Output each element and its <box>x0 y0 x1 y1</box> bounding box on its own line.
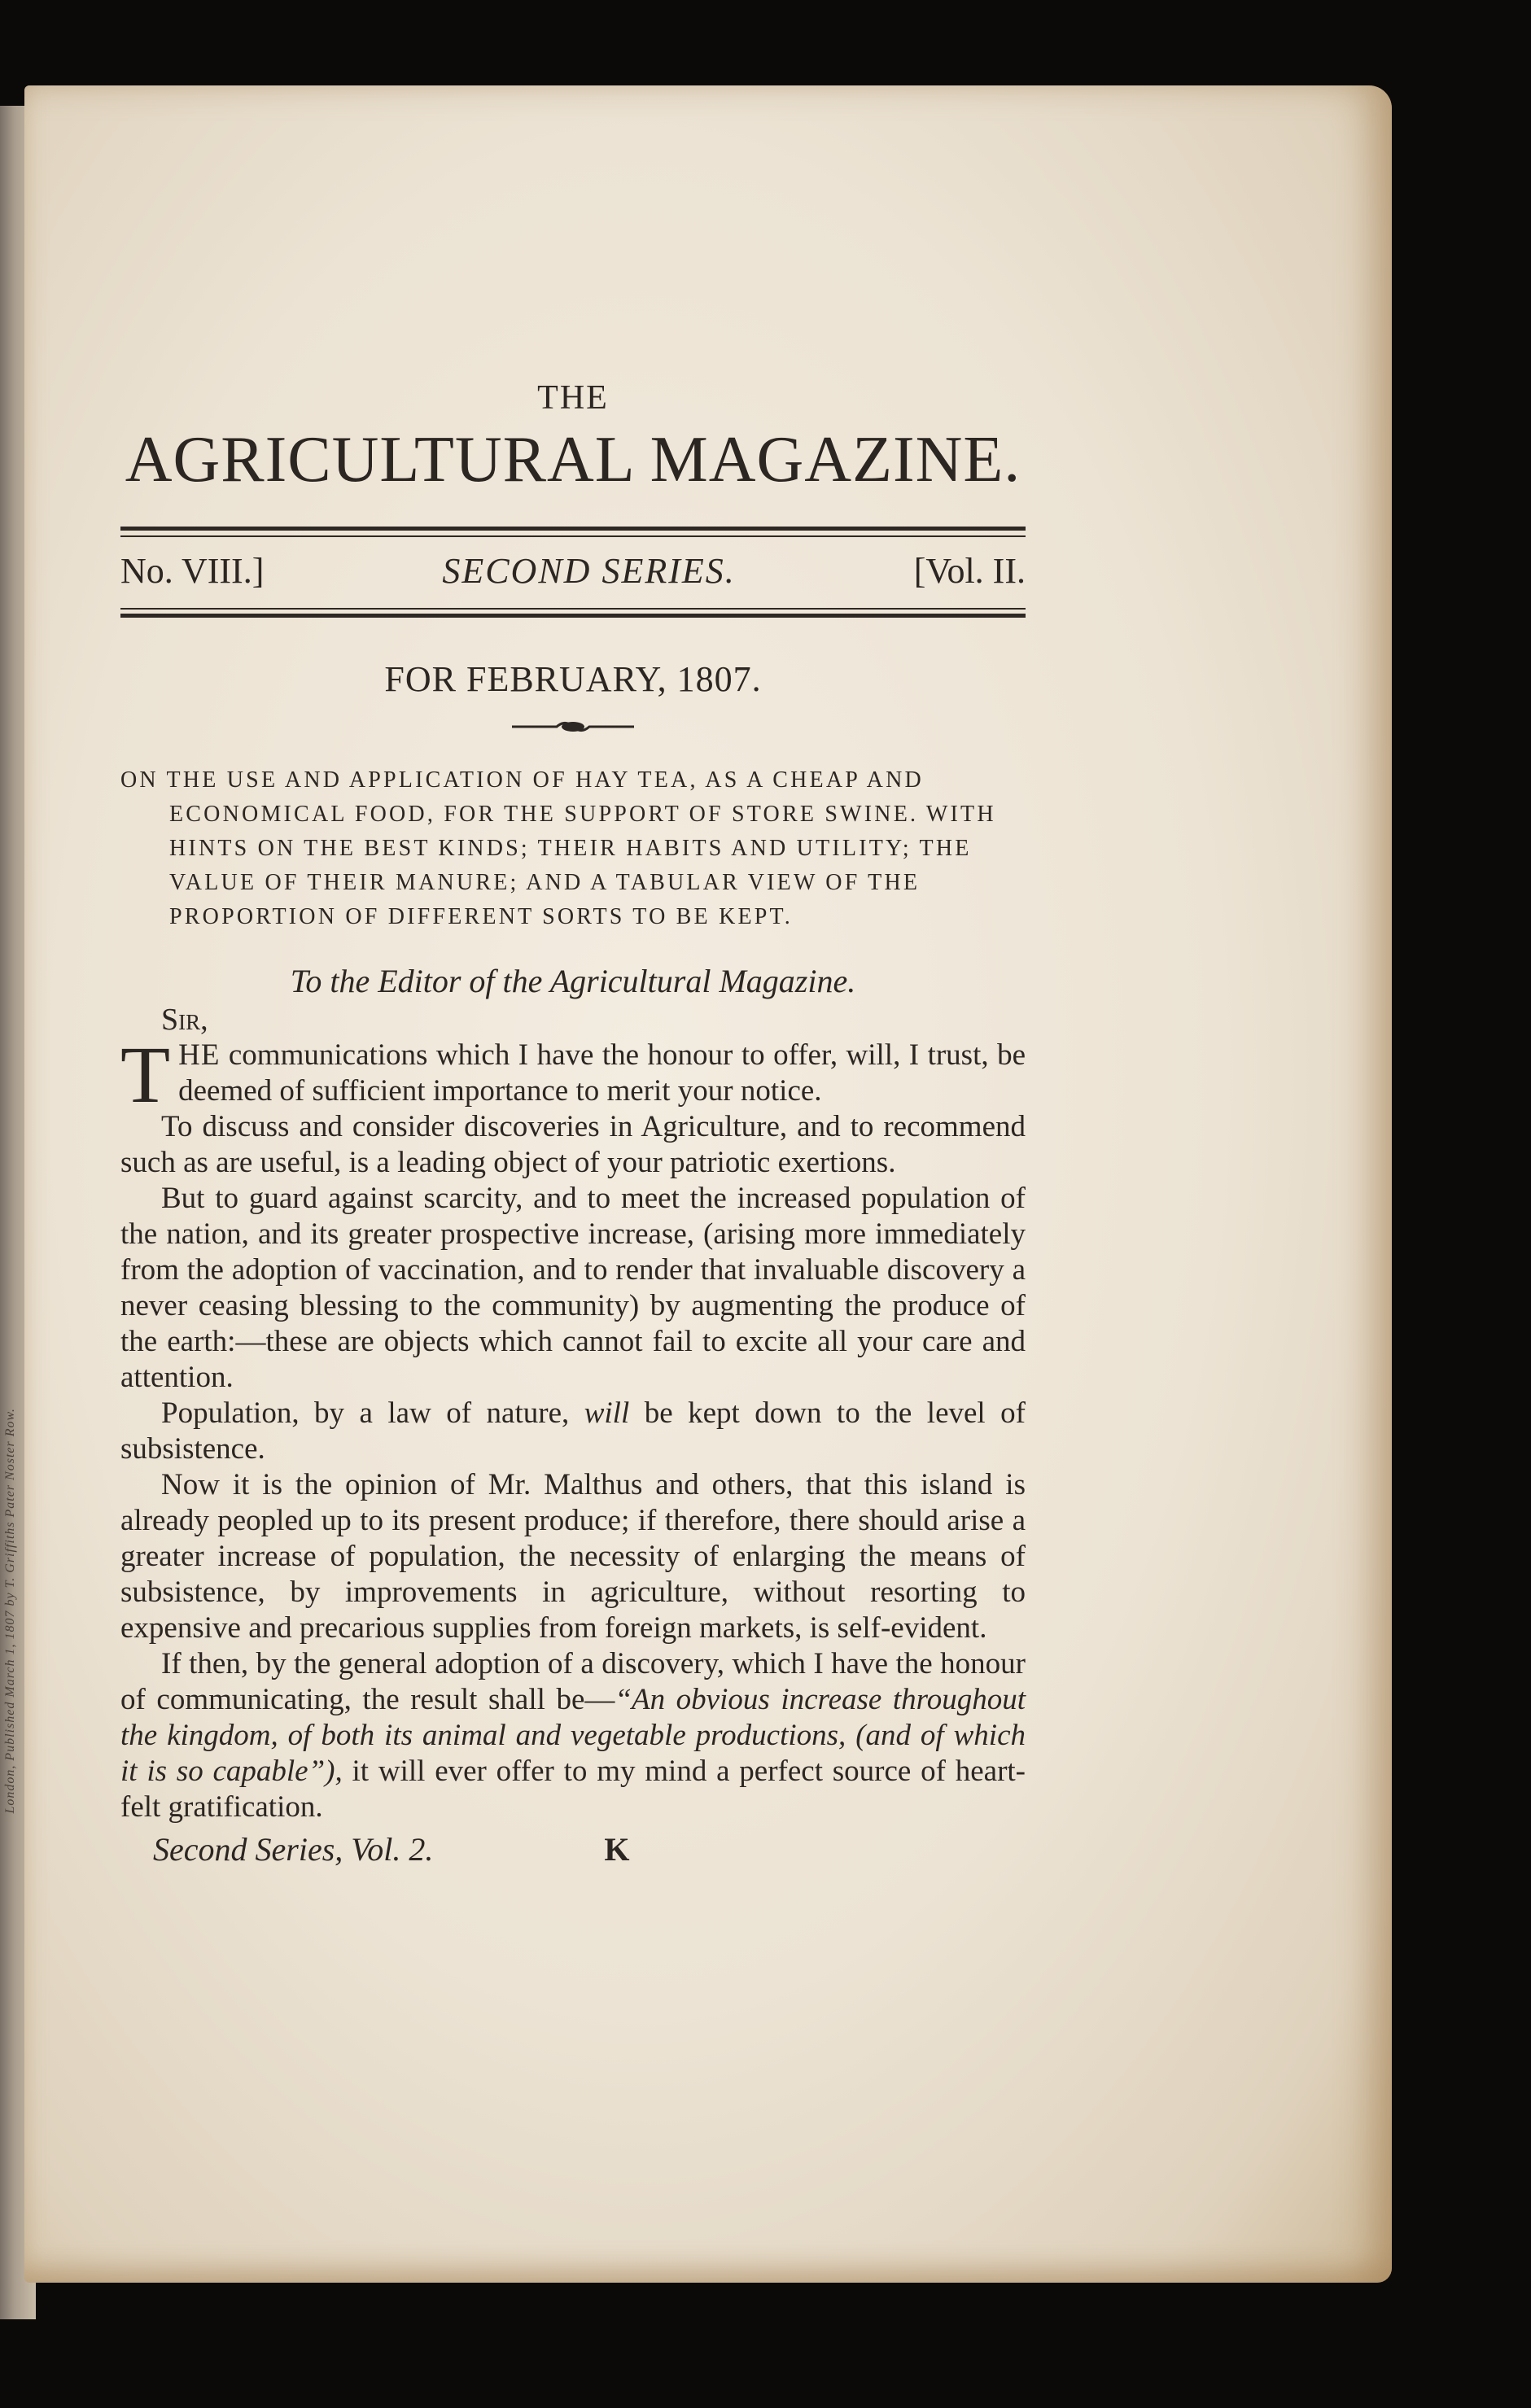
page-footer <box>153 1830 1026 1868</box>
article-heading: ON THE USE AND APPLICATION OF HAY TEA, AS A CHEAP AND ECONOMICAL FOOD, FOR THE SUPPORT OF STORE SWINE. WITH HINTS ON THE BEST KINDS; THEIR HABITS AND UTILITY; THE VALUE OF THEIR MANURE; AND A TABULAR VIEW OF THE PROPORTION OF DIFFERENT SORTS TO BE KEPT. <box>120 767 996 929</box>
masthead-the: THE <box>537 379 609 417</box>
volume-label: [Vol. II. <box>913 551 1026 591</box>
paragraph-2: To discuss and consider discoveries in Agriculture, and to recommend such as are useful, is a leading object of your patriotic exertions. <box>120 1110 1026 1179</box>
paragraph-4: Population, by a law of nature, will be kept down to the level of subsistence. <box>120 1396 1026 1466</box>
masthead-rule <box>120 527 1026 537</box>
footer-series: Second Series, Vol. 2. <box>153 1831 434 1868</box>
salutation: Sir, <box>161 1003 208 1037</box>
paragraph-5: Now it is the opinion of Mr. Malthus and others, that this island is already peopled up to its present produce; if therefore, there should arise a greater increase of population, the necessity of enlarging the means of subsistence, by improvements in agriculture, without resorting to expensive and precarious supplies from foreign markets, is self-evident. <box>120 1468 1026 1645</box>
publisher-imprint: London, Published March 1, 1807 by T. Griffiths Pater Noster Row. <box>3 1408 17 1814</box>
addressee-line: To the Editor of the Agricultural Magazine. <box>290 963 856 999</box>
page-content <box>120 378 1026 1868</box>
letter-body <box>120 1029 1026 1825</box>
issue-info-row <box>120 550 1026 592</box>
magazine-page <box>24 85 1392 2283</box>
paragraph-1: THE communications which I have the honour to offer, will, I trust, be deemed of sufficient importance to merit your notice. <box>120 1029 1026 1120</box>
issue-month: FOR FEBRUARY, 1807. <box>384 659 762 699</box>
issue-number: No. VIII.] <box>120 551 265 591</box>
issue-rule <box>120 608 1026 618</box>
masthead-title: AGRICULTURAL MAGAZINE. <box>125 424 1021 496</box>
ornament-divider-icon <box>512 718 634 736</box>
drop-cap: T <box>120 1029 171 1120</box>
series-label: SECOND SERIES. <box>442 551 736 591</box>
signature-mark: K <box>604 1831 630 1868</box>
paragraph-6: If then, by the general adoption of a discovery, which I have the honour of communicating, the result shall be—“An obvious increase throughout the kingdom, of both its animal and vegetable productions, (and of which it is so capable”), it will ever offer to my mind a perfect source of heart-felt gratification. <box>120 1647 1026 1824</box>
paragraph-3: But to guard against scarcity, and to meet the increased population of the nation, and its greater prospective increase, (arising more immediately from the adoption of vaccination, and to render that invaluable discovery a never ceasing blessing to the community) by augmenting the produce of the earth:—these are objects which cannot fail to excite all your care and attention. <box>120 1182 1026 1394</box>
